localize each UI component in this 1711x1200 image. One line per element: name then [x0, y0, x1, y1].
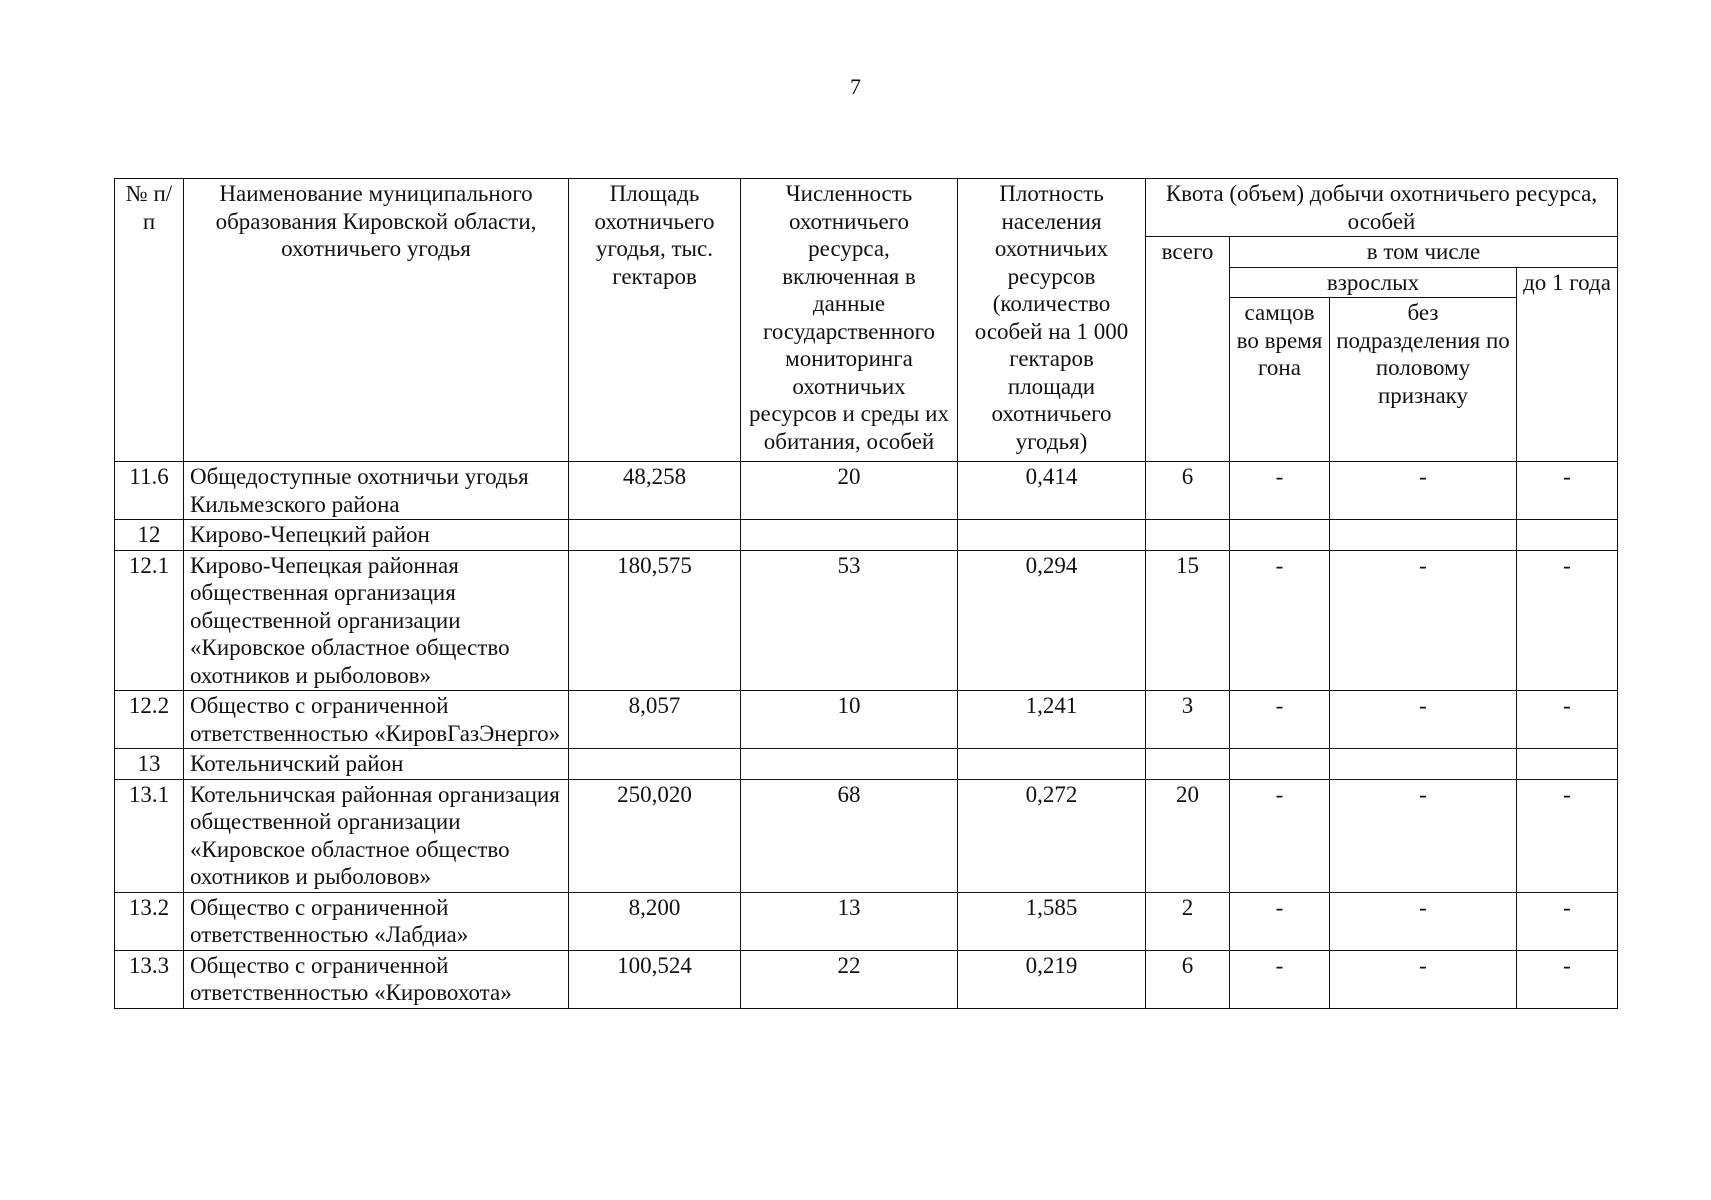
header-males-rut: самцов во время гона [1230, 298, 1330, 462]
cell-name: Общество с ограниченной ответственностью «Лабдиа» [184, 892, 569, 950]
cell-males: - [1230, 550, 1330, 691]
cell-name: Кирово-Чепецкий район [184, 520, 569, 551]
cell-males: - [1230, 462, 1330, 520]
table-row [115, 462, 1618, 520]
cell-density: 0,414 [958, 462, 1146, 520]
cell-num: 13.1 [115, 779, 184, 892]
cell-num: 13.3 [115, 950, 184, 1008]
cell-area: 8,200 [569, 892, 741, 950]
cell-count [741, 520, 958, 551]
cell-total: 20 [1146, 779, 1230, 892]
cell-under1: - [1517, 462, 1618, 520]
header-total: всего [1146, 237, 1230, 462]
table-row [115, 950, 1618, 1008]
cell-nosex: - [1330, 950, 1517, 1008]
cell-males [1230, 520, 1330, 551]
cell-density [958, 520, 1146, 551]
cell-males: - [1230, 691, 1330, 749]
cell-area: 8,057 [569, 691, 741, 749]
cell-name: Общедоступные охотничьи угодья Кильмезского района [184, 462, 569, 520]
header-including: в том числе [1230, 237, 1618, 268]
header-quota: Квота (объем) добычи охотничьего ресурса, особей [1146, 179, 1618, 237]
cell-density: 1,241 [958, 691, 1146, 749]
table-row [115, 779, 1618, 892]
cell-under1 [1517, 749, 1618, 780]
header-name: Наименование муниципального образования Кировской области, охотничьего угодья [184, 179, 569, 462]
cell-males [1230, 749, 1330, 780]
cell-area: 48,258 [569, 462, 741, 520]
cell-total: 3 [1146, 691, 1230, 749]
cell-name: Общество с ограниченной ответственностью «Кировохота» [184, 950, 569, 1008]
cell-nosex: - [1330, 892, 1517, 950]
header-area: Площадь охотничьего угодья, тыс. гектаров [569, 179, 741, 462]
cell-total: 6 [1146, 462, 1230, 520]
table-header [115, 179, 1618, 462]
page-number: 7 [850, 74, 861, 99]
cell-count: 13 [741, 892, 958, 950]
cell-density: 0,272 [958, 779, 1146, 892]
cell-nosex: - [1330, 691, 1517, 749]
cell-total [1146, 520, 1230, 551]
header-under1: до 1 года [1517, 267, 1618, 462]
cell-under1 [1517, 520, 1618, 551]
cell-area: 250,020 [569, 779, 741, 892]
hunting-quota-table [114, 178, 1618, 1009]
cell-under1: - [1517, 950, 1618, 1008]
cell-nosex [1330, 520, 1517, 551]
cell-under1: - [1517, 550, 1618, 691]
cell-count [741, 749, 958, 780]
cell-name: Общество с ограниченной ответственностью «КировГазЭнерго» [184, 691, 569, 749]
cell-total [1146, 749, 1230, 780]
cell-nosex: - [1330, 550, 1517, 691]
cell-nosex: - [1330, 462, 1517, 520]
cell-num: 12.1 [115, 550, 184, 691]
cell-total: 6 [1146, 950, 1230, 1008]
header-no-sex: без подразделения по половому признаку [1330, 298, 1517, 462]
cell-name: Котельничский район [184, 749, 569, 780]
cell-area [569, 749, 741, 780]
cell-area: 100,524 [569, 950, 741, 1008]
table-row [115, 520, 1618, 551]
cell-count: 68 [741, 779, 958, 892]
cell-density [958, 749, 1146, 780]
cell-density: 0,219 [958, 950, 1146, 1008]
cell-name: Кирово-Чепецкая районная общественная организация общественной организации «Кировское областное общество охотников и рыболовов» [184, 550, 569, 691]
cell-num: 11.6 [115, 462, 184, 520]
cell-males: - [1230, 950, 1330, 1008]
cell-num: 13 [115, 749, 184, 780]
cell-males: - [1230, 779, 1330, 892]
table-row [115, 550, 1618, 691]
cell-count: 20 [741, 462, 958, 520]
cell-under1: - [1517, 892, 1618, 950]
cell-name: Котельничская районная организация общественной организации «Кировское областное общество охотников и рыболовов» [184, 779, 569, 892]
cell-density: 1,585 [958, 892, 1146, 950]
cell-nosex [1330, 749, 1517, 780]
cell-under1: - [1517, 779, 1618, 892]
cell-num: 12 [115, 520, 184, 551]
table-body [115, 462, 1618, 1009]
cell-males: - [1230, 892, 1330, 950]
cell-count: 10 [741, 691, 958, 749]
cell-area [569, 520, 741, 551]
cell-num: 13.2 [115, 892, 184, 950]
table-row [115, 749, 1618, 780]
cell-density: 0,294 [958, 550, 1146, 691]
table-row [115, 892, 1618, 950]
header-adults: взрослых [1230, 267, 1517, 298]
cell-nosex: - [1330, 779, 1517, 892]
header-num: № п/п [115, 179, 184, 462]
table-row [115, 691, 1618, 749]
header-count: Численность охотничьего ресурса, включенная в данные государственного мониторинга охотничьих ресурсов и среды их обитания, особей [741, 179, 958, 462]
cell-count: 22 [741, 950, 958, 1008]
cell-count: 53 [741, 550, 958, 691]
cell-area: 180,575 [569, 550, 741, 691]
cell-num: 12.2 [115, 691, 184, 749]
cell-total: 15 [1146, 550, 1230, 691]
cell-total: 2 [1146, 892, 1230, 950]
cell-under1: - [1517, 691, 1618, 749]
header-density: Плотность населения охотничьих ресурсов (количество особей на 1 000 гектаров площади охотничьего угодья) [958, 179, 1146, 462]
